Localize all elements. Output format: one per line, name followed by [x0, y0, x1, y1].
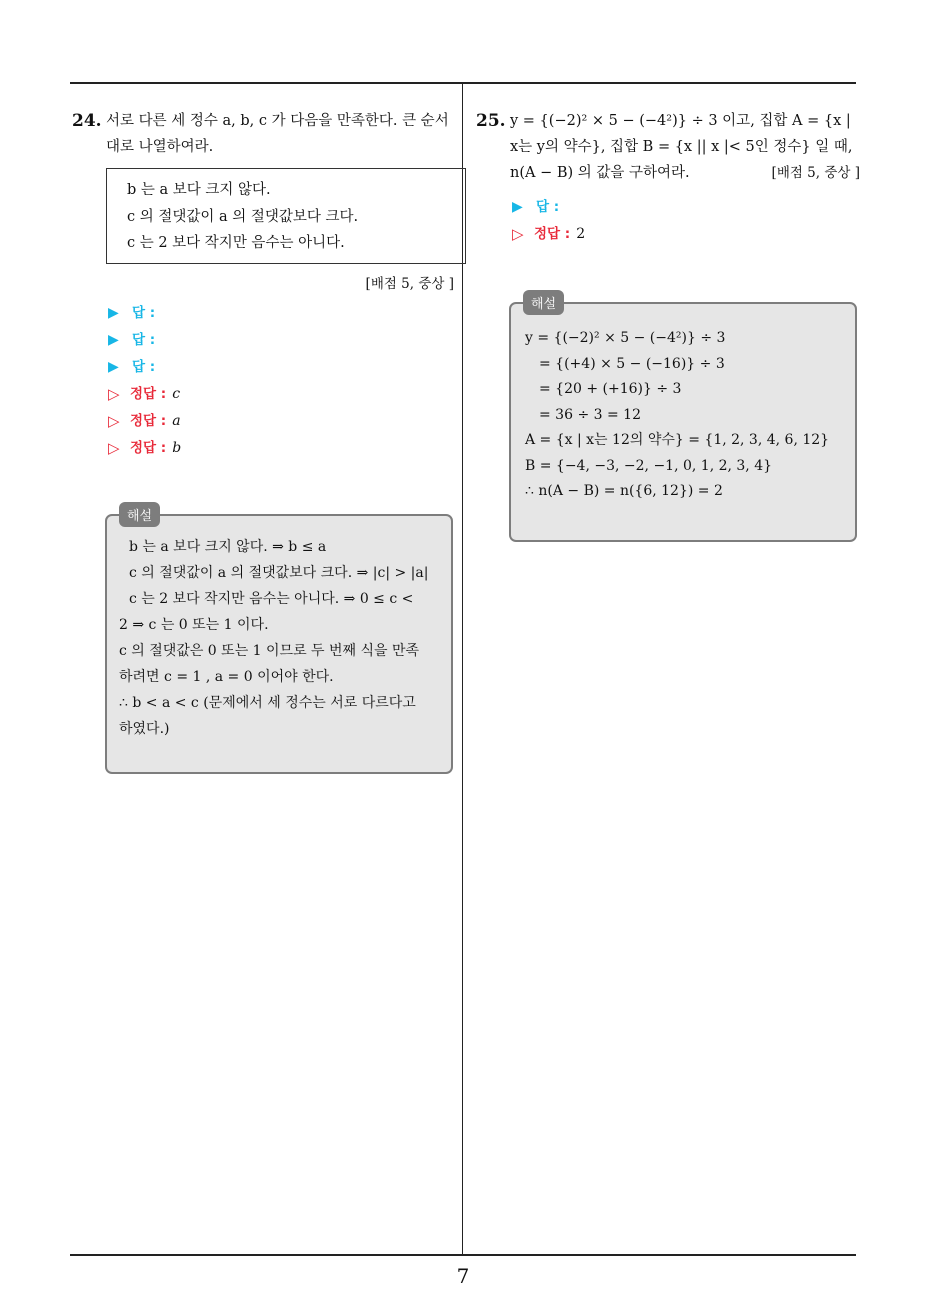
solution-line: = {20 + (+16)} ÷ 3 [539, 381, 682, 397]
top-rule [70, 82, 856, 84]
answer-label: 답 : [132, 358, 156, 375]
answer-row [108, 327, 456, 354]
score-label: [배점 5, 중상 ] [365, 275, 454, 292]
solution-line: 2 ⇒ c 는 0 또는 1 이다. [119, 616, 269, 633]
solution-line: B = {−4, −3, −2, −1, 0, 1, 2, 3, 4} [525, 457, 773, 474]
correct-arrow-icon: ▷ [108, 384, 120, 403]
question-24-header [72, 108, 456, 160]
question-number: 24. [72, 111, 102, 131]
correct-label: 정답 : [130, 412, 167, 429]
question-25-header [476, 108, 860, 186]
solution-tag: 해설 [523, 290, 564, 315]
solution-tag: 해설 [119, 502, 160, 527]
answer-label: 답 : [132, 331, 156, 348]
question-text-line-with-score [510, 160, 860, 186]
answer-arrow-icon: ▶ [108, 331, 119, 348]
answer-row [108, 354, 456, 381]
page-number: 7 [456, 1264, 470, 1288]
question-text [510, 108, 860, 186]
solution-line: = 36 ÷ 3 = 12 [539, 406, 641, 423]
answer-label: 답 : [132, 304, 156, 321]
correct-arrow-icon: ▷ [108, 411, 120, 430]
question-25 [476, 108, 860, 542]
question-24 [72, 108, 456, 774]
solution-line: A = {x | x는 12의 약수} = {1, 2, 3, 4, 6, 12} [525, 432, 830, 448]
answer-row [512, 194, 860, 221]
solution-line: c 의 절댓값은 0 또는 1 이므로 두 번째 식을 만족 [119, 642, 420, 659]
answer-arrow-icon: ▶ [108, 304, 119, 321]
solution-line: c 는 2 보다 작지만 음수는 아니다. ⇒ 0 ≤ c < [129, 590, 414, 607]
correct-label: 정답 : [130, 385, 167, 402]
solution-line: c 의 절댓값이 a 의 절댓값보다 크다. ⇒ |c| > |a| [129, 564, 429, 581]
correct-answer-row [108, 408, 456, 435]
correct-answer-value: a [172, 412, 181, 429]
correct-answer-value: b [172, 439, 182, 456]
condition-box [106, 168, 466, 264]
correct-answer-value: 2 [576, 226, 586, 242]
answer-area [108, 300, 456, 462]
answer-arrow-icon: ▶ [108, 358, 119, 375]
bottom-rule [70, 1254, 856, 1256]
correct-answer-row [108, 435, 456, 462]
correct-answer-value: c [172, 385, 181, 402]
solution-box [105, 508, 453, 774]
answer-arrow-icon: ▶ [512, 199, 523, 215]
answer-label: 답 : [536, 199, 560, 215]
solution-line: 하려면 c = 1 , a = 0 이어야 한다. [119, 668, 334, 685]
solution-line: 하였다.) [119, 720, 170, 737]
question-text-line: x는 y의 약수}, 집합 B = {x || x |< 5인 정수} 일 때, [510, 139, 853, 155]
correct-arrow-icon: ▷ [108, 438, 120, 457]
solution-line: y = {(−2)² × 5 − (−4²)} ÷ 3 [525, 330, 726, 346]
question-text: 서로 다른 세 정수 a, b, c 가 다음을 만족한다. 큰 순서대로 나열하여라. [106, 113, 449, 155]
correct-answer-row [108, 381, 456, 408]
score-label: [배점 5, 중상 ] [771, 165, 860, 181]
correct-arrow-icon: ▷ [512, 225, 524, 243]
correct-label: 정답 : [534, 226, 571, 242]
solution-line: b 는 a 보다 크지 않다. ⇒ b ≤ a [129, 538, 327, 555]
question-number: 25. [476, 111, 506, 131]
answer-row [108, 300, 456, 327]
correct-answer-row [512, 221, 860, 248]
solution-line: = {(+4) × 5 − (−16)} ÷ 3 [539, 355, 725, 372]
correct-label: 정답 : [130, 439, 167, 456]
solution-box [509, 297, 857, 542]
condition-line: b 는 a 보다 크지 않다. [127, 182, 271, 198]
condition-line: c 의 절댓값이 a 의 절댓값보다 크다. [127, 208, 359, 225]
question-text-line: y = {(−2)² × 5 − (−4²)} ÷ 3 이고, 집합 A = {x | [510, 113, 851, 129]
condition-line: c 는 2 보다 작지만 음수는 아니다. [127, 235, 345, 251]
solution-line: ∴ b < a < c (문제에서 세 정수는 서로 다르다고 [119, 694, 416, 711]
question-text-line: n(A − B) 의 값을 구하여라. [510, 165, 690, 181]
answer-area [512, 194, 860, 248]
solution-line: ∴ n(A − B) = n({6, 12}) = 2 [525, 483, 723, 499]
